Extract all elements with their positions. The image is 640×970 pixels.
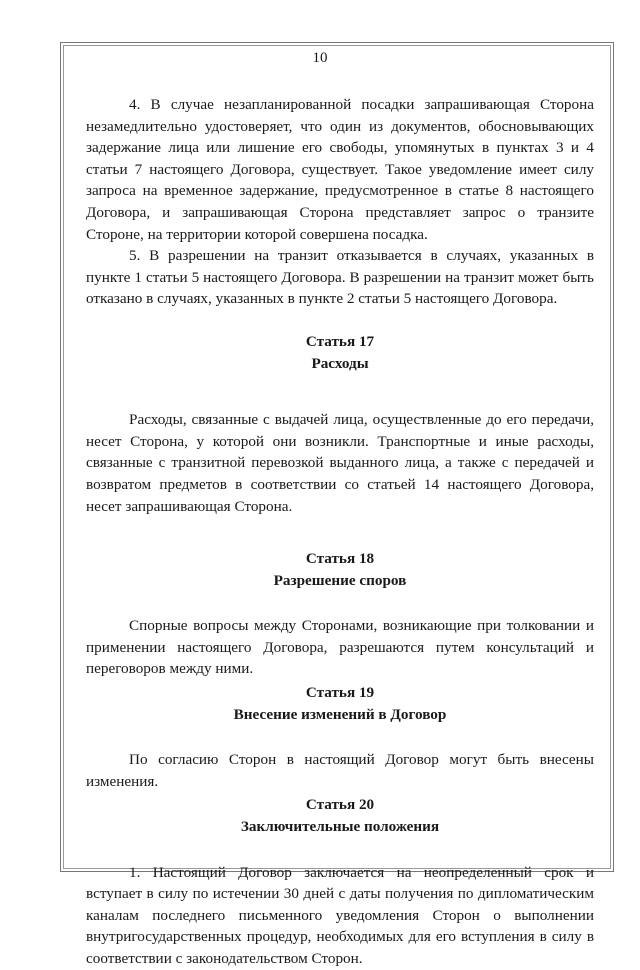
article-19-text: По согласию Сторон в настоящий Договор могут быть внесены изменения. — [86, 751, 594, 790]
paragraph-4: 4. В случае незапланированной посадки запрашивающая Сторона незамедлительно удостоверяет, что один из документов, обосновывающих задержание лица или лишение его свободы, упомянутых в пунктах 3 и 4 статьи 7 настоящего Договора, существует. Такое уведомление имеет силу запроса на временное задержание, предусмотренное в статье 8 настоящего Договора, и запрашивающая Сторона представляет запрос о транзите Стороне, на территории которой совершена посадка. — [86, 96, 594, 243]
article-19 — [86, 682, 594, 792]
article-17 — [86, 331, 594, 517]
article-17-number: Статья 17 — [305, 332, 375, 350]
page-number: 10 — [312, 50, 328, 66]
article-20-title: Заключительные положения — [240, 818, 440, 836]
article-18-number: Статья 18 — [305, 550, 375, 568]
article-20-text: 1. Настоящий Договор заключается на неопределенный срок и вступает в силу по истечении 30 дней с даты получения по дипломатическим каналам последнего письменного уведомления Сторон о выполнении внутригосударственных процедур, необходимых для его вступления в силу в соответствии с законодательством Сторон. — [86, 863, 594, 967]
article-18-title: Разрешение споров — [273, 571, 407, 589]
article-19-title: Внесение изменений в Договор — [233, 705, 447, 723]
document-body — [86, 94, 594, 970]
article-19-number: Статья 19 — [305, 684, 375, 702]
article-17-title: Расходы — [311, 354, 369, 372]
article-18-text: Спорные вопросы между Сторонами, возникающие при толковании и применении настоящего Договора, разрешаются путем консультаций и переговоров между ними. — [86, 617, 594, 678]
article-17-text: Расходы, связанные с выдачей лица, осуществленные до его передачи, несет Сторона, у которой они возникли. Транспортные и иные расходы, связанные с транзитной перевозкой выданного лица, а также с передачей и возвратом предметов в соответствии со статьей 14 настоящего Договора, несет запрашивающая Сторона. — [86, 411, 594, 515]
paragraph-5: 5. В разрешении на транзит отказывается в случаях, указанных в пункте 1 статьи 5 настоящего Договора. В разрешении на транзит может быть отказано в случаях, указанных в пункте 2 статьи 5 настоящего Договора. — [86, 247, 594, 308]
article-18 — [86, 548, 594, 680]
article-20 — [86, 794, 594, 969]
article-20-number: Статья 20 — [305, 796, 375, 814]
